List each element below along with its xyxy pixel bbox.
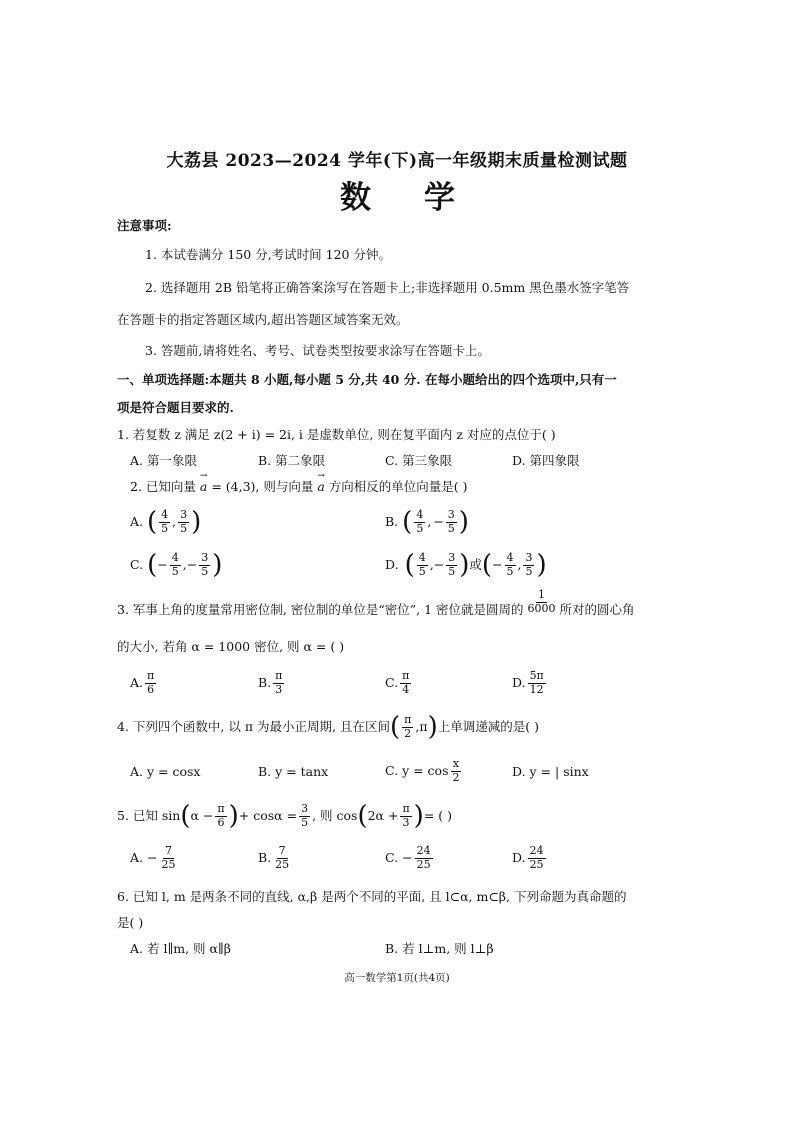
fraction-numerator: x [452,757,460,770]
fraction-denominator: 2 [404,726,412,740]
q2-a-frac-2 [178,509,189,535]
fraction-denominator: 5 [448,564,456,578]
q2-a-label: A. [130,513,144,529]
large-parenthesis: ( [389,712,401,743]
fraction-denominator: 25 [416,857,431,871]
large-parenthesis: ) [458,507,469,538]
q3-option-a [130,670,158,696]
fraction-numerator: π [404,713,412,726]
fraction-numerator: π [402,669,410,682]
math-text: − [402,849,413,865]
fraction-numerator: 5π [529,669,544,682]
vector-arrow-icon: → [199,471,208,481]
q3-stem-post: 所对的圆心角 [559,601,635,617]
q2-b-frac-1 [414,509,425,535]
fraction-denominator: 5 [447,521,455,535]
fraction [451,758,462,784]
fraction-denominator: 25 [161,857,176,871]
q3-option-d [512,670,548,696]
q2-b-frac-2 [446,509,457,535]
fraction-denominator: 5 [418,564,426,578]
q2-b-label: B. [385,513,399,529]
q2-c-frac-1 [170,552,181,578]
q3-option-b [258,670,286,696]
notice-item-2-cont: 在答题卡的指定答题区域内,超出答题区域答案无效。 [117,312,409,327]
section-heading [117,374,617,387]
subject-char-1: 数 [340,180,371,216]
large-parenthesis: ) [427,712,438,743]
fraction-denominator: 5 [506,564,514,578]
q2-c-label: C. [130,556,144,572]
large-parenthesis: ( [481,550,493,581]
q5-option-a [130,845,180,871]
math-text: ,π [415,718,428,734]
fraction [446,552,457,578]
math-text: , [182,556,187,572]
math-text: C. [385,674,399,690]
fraction [400,670,411,696]
fraction-denominator: 5 [301,815,309,829]
q3-stem-line2: 的大小, 若角 α = 1000 密位, 则 α = ( ) [117,639,345,654]
fraction-numerator: 7 [278,844,286,857]
fraction [215,803,226,829]
notice-heading: 注意事项: [117,218,172,233]
q1-option-b: B. 第二象限 [258,453,326,468]
math-text: − [147,849,158,865]
large-parenthesis: ) [228,801,239,832]
q4-option-a: A. y = cosx [130,764,201,779]
q2-stem-pre: 2. 已知向量 [130,479,196,494]
page-footer: 高一数学第1页(共4页) [344,972,450,984]
fraction-numerator: 1 [538,588,546,601]
math-text: = ( ) [423,807,453,823]
section-title: 一、单项选择题 [117,372,205,387]
large-parenthesis: ) [413,801,424,832]
fraction-numerator: π [275,669,283,682]
fraction-numerator: 4 [416,508,424,521]
fraction [299,803,310,829]
subject-char-2: 学 [424,180,455,216]
math-text: − [492,556,503,572]
math-text: C. [385,849,399,865]
q2-a-frac-1 [159,509,170,535]
fraction [528,670,546,696]
math-text: 2α + [367,807,399,823]
fraction-numerator: 7 [165,844,172,857]
large-parenthesis: ( [402,507,413,538]
q6-stem: 6. 已知 l, m 是两条不同的直线, α,β 是两个不同的平面, 且 l⊂α, m⊂β, 下列命题为真命题的 [117,889,627,904]
q6-option-b: B. 若 l⊥m, 则 l⊥β [385,941,494,956]
exam-title: 大荔县 2023—2024 学年(下)高一年级期末质量检测试题 [166,151,628,171]
fraction-denominator: 5 [416,521,424,535]
math-text: − [433,556,445,572]
q1-option-a: A. 第一象限 [130,453,197,468]
math-text: , [517,556,522,572]
q5-stem [117,801,453,832]
fraction-denominator: 3 [275,682,283,696]
fraction [505,552,516,578]
math-text: 5. 已知 sin [117,807,181,823]
vector-a-symbol: a [199,479,208,494]
q4-option-b: B. y = tanx [258,764,329,779]
math-text: − [157,556,168,572]
fraction-numerator: 3 [447,508,455,521]
vector-a [199,471,208,494]
large-parenthesis: ( [147,507,158,538]
large-parenthesis: ( [180,801,191,832]
q3-option-c [385,670,413,696]
large-parenthesis: ) [212,550,223,581]
fraction [402,714,413,740]
fraction [528,845,546,871]
math-text: , [429,556,434,572]
section-desc: :本题共 8 小题,每小题 5 分,共 40 分. 在每小题给出的四个选项中,只有一 [204,372,617,387]
fraction-numerator: 24 [529,844,544,857]
fraction-denominator: 5 [525,564,533,578]
q2-d-label: D. [385,556,399,572]
q4-stem-post: 上单调递减的是( ) [437,718,539,734]
large-parenthesis: ( [404,550,415,581]
fraction [523,552,534,578]
fraction-numerator: 3 [301,802,309,815]
q4-stem [117,712,539,743]
fraction-numerator: π [402,802,410,815]
fraction [417,552,428,578]
q4-stem-pre: 4. 下列四个函数中, 以 π 为最小正周期, 且在区间 [117,718,390,734]
fraction-denominator: 6000 [527,601,556,615]
q1-stem: 1. 若复数 z 满足 z(2 + i) = 2i, i 是虚数单位, 则在复平面内 z 对应的点位于( ) [117,427,556,442]
fraction-denominator: 3 [402,815,410,829]
section-desc-cont: 项是符合题目要求的. [117,400,234,415]
fraction-denominator: 5 [171,564,179,578]
q5-option-b [258,845,293,871]
fraction-denominator: 5 [201,564,209,578]
math-text: , 则 cos [312,807,358,823]
notice-item-3: 3. 答题前,请将姓名、考号、试卷类型按要求涂写在答题卡上。 [145,343,490,358]
math-text: B. [258,674,272,690]
q4-option-d: D. y = | sinx [512,764,589,779]
math-text: A. [130,849,144,865]
math-text: D. [512,674,526,690]
fraction [145,670,156,696]
fraction-numerator: 3 [201,551,209,564]
q2-stem-mid: = (4,3), 则与向量 [211,479,314,494]
q6-option-a: A. 若 l∥m, 则 α∥β [130,941,231,956]
large-parenthesis: ( [357,801,368,832]
math-text: B. [258,849,272,865]
fraction-numerator: 3 [180,508,188,521]
q2-c-frac-2 [199,552,210,578]
math-text: + cosα = [238,807,298,823]
math-text: A. [130,674,144,690]
math-text: α − [190,807,214,823]
math-text: C. y = cos [385,762,449,778]
notice-item-1: 1. 本试卷满分 150 分,考试时间 120 分钟。 [145,247,391,262]
q3-stem-pre: 3. 军事上角的度量常用密位制, 密位制的单位是“密位”, 1 密位就是圆周的 [117,601,524,617]
fraction-denominator: 5 [180,521,188,535]
fraction-denominator: 6 [147,682,155,696]
fraction-numerator: 24 [416,844,431,857]
fraction-numerator: 4 [171,551,179,564]
large-parenthesis: ) [191,507,202,538]
fraction-denominator: 6 [217,815,225,829]
math-text: , [172,513,177,529]
large-parenthesis: ) [459,550,470,581]
fraction-denominator: 5 [161,521,169,535]
q4-option-c [385,758,464,784]
math-text: − [433,513,444,529]
q2-option-d [385,550,547,581]
q2-option-c [130,550,223,581]
fraction-numerator: 3 [525,551,533,564]
q1-option-c: C. 第三象限 [385,453,453,468]
fraction-denominator: 25 [275,857,290,871]
math-text: , [427,513,432,529]
vector-arrow-icon: → [317,471,325,481]
fraction-numerator: 4 [161,508,169,521]
fraction [273,670,284,696]
fraction-numerator: 4 [506,551,514,564]
q2-or: 或 [469,556,482,572]
fraction-numerator: π [217,802,225,815]
q5-option-c [385,845,435,871]
q3-stem [117,588,635,623]
q2-option-b [385,507,469,538]
q2-stem-post: 方向相反的单位向量是( ) [328,479,468,494]
fraction [400,803,411,829]
q1-option-d: D. 第四象限 [512,453,580,468]
q2-stem [130,471,468,494]
vector-a-2 [317,471,325,494]
fraction-denominator: 12 [529,682,544,696]
math-text: − [186,556,198,572]
fraction-denominator: 25 [529,857,544,871]
large-parenthesis: ) [536,550,547,581]
q3-frac [526,589,558,615]
fraction-numerator: 3 [448,551,456,564]
fraction-denominator: 2 [452,770,460,784]
math-text: D. [512,849,526,865]
notice-item-2: 2. 选择题用 2B 铅笔将正确答案涂写在答题卡上;非选择题用 0.5mm 黑色墨水签字笔答 [145,280,630,295]
q2-option-a [130,507,202,538]
fraction [273,845,291,871]
fraction [160,845,178,871]
large-parenthesis: ( [147,550,158,581]
fraction-numerator: π [147,669,155,682]
q5-option-d [512,845,548,871]
fraction [415,845,433,871]
fraction-numerator: 4 [418,551,426,564]
q6-stem-cont: 是( ) [117,915,144,930]
vector-a-symbol: a [317,479,325,494]
fraction-denominator: 4 [402,682,410,696]
